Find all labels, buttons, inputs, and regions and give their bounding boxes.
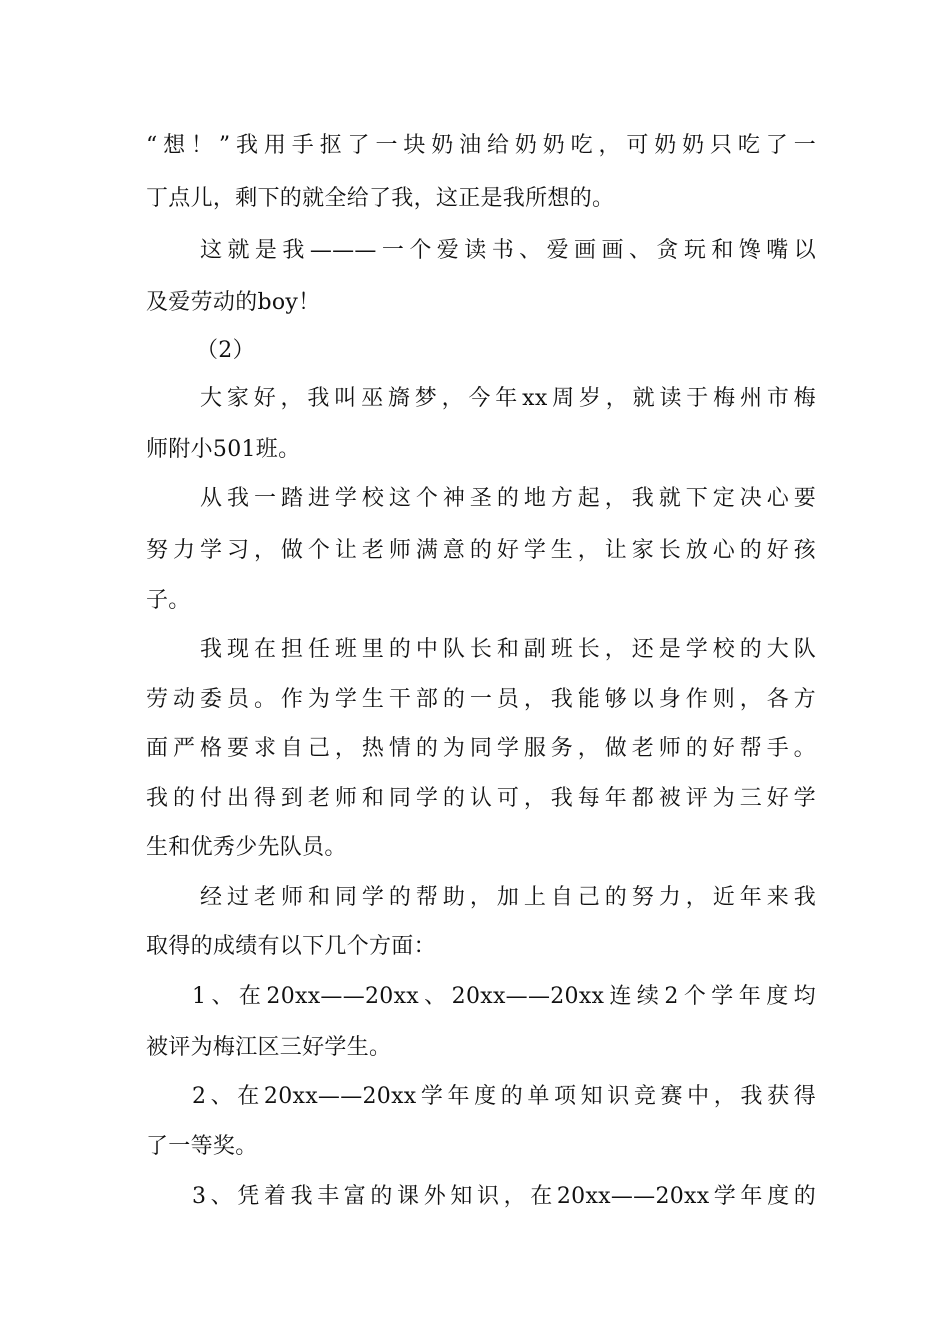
paragraph-line: 及爱劳动的boy！ (146, 290, 321, 315)
paragraph-line: 我现在担任班里的中队长和副班长，还是学校的大队 (200, 637, 816, 662)
section-number: （2） (196, 338, 255, 363)
list-item: 1、在20xx——20xx、20xx——20xx连续2个学年度均 (192, 984, 816, 1009)
paragraph-line: 努力学习，做个让老师满意的好学生，让家长放心的好孩 (146, 538, 816, 563)
paragraph-line: 子。 (146, 588, 191, 613)
paragraph-line: 大家好，我叫巫旖梦，今年xx周岁，就读于梅州市梅 (200, 386, 816, 411)
paragraph-line: 劳动委员。作为学生干部的一员，我能够以身作则，各方 (146, 687, 816, 712)
paragraph-line: 丁点儿，剩下的就全给了我，这正是我所想的。 (146, 186, 615, 211)
paragraph-line: 面严格要求自己，热情的为同学服务，做老师的好帮手。 (146, 736, 816, 761)
list-item: 2、在20xx——20xx学年度的单项知识竞赛中，我获得 (192, 1084, 816, 1109)
paragraph-line: 这就是我———一个爱读书、爱画画、贪玩和馋嘴以 (200, 238, 816, 263)
paragraph-line: 我的付出得到老师和同学的认可，我每年都被评为三好学 (146, 786, 816, 811)
paragraph-line: 从我一踏进学校这个神圣的地方起，我就下定决心要 (200, 486, 816, 511)
paragraph-line: “想！”我用手抠了一块奶油给奶奶吃，可奶奶只吃了一 (146, 133, 816, 158)
paragraph-line: 生和优秀少先队员。 (146, 835, 347, 860)
list-item: 3、凭着我丰富的课外知识，在20xx——20xx学年度的 (192, 1184, 816, 1209)
paragraph-line: 取得的成绩有以下几个方面： (146, 934, 436, 959)
paragraph-line: 了一等奖。 (146, 1134, 258, 1159)
paragraph-line: 师附小501班。 (146, 437, 301, 462)
paragraph-line: 经过老师和同学的帮助，加上自己的努力，近年来我 (200, 885, 816, 910)
paragraph-line: 被评为梅江区三好学生。 (146, 1035, 392, 1060)
